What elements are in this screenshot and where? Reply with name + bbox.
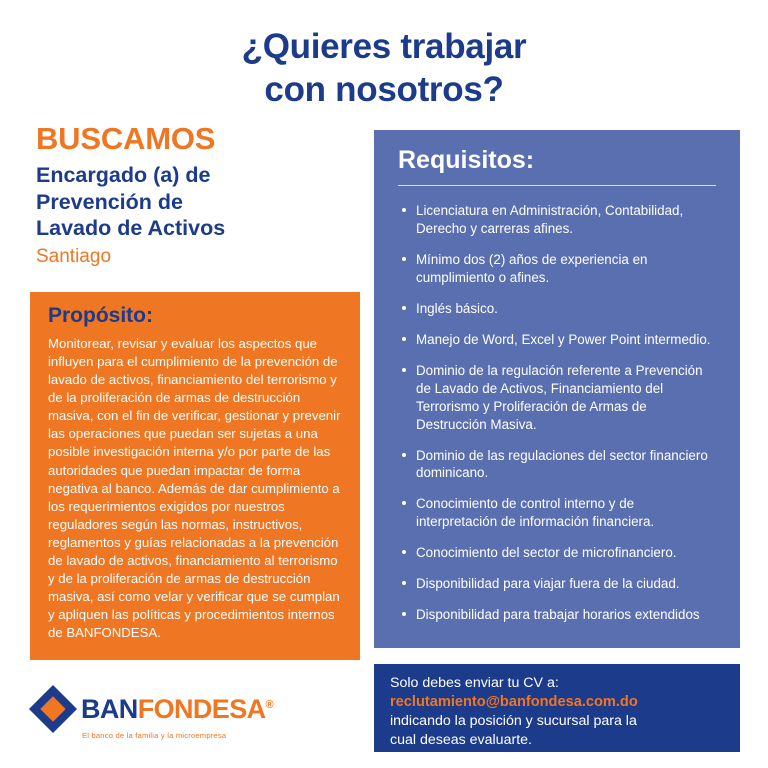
list-item: Inglés básico.: [398, 300, 718, 318]
contact-note-line-2: cual deseas evaluarte.: [390, 732, 532, 749]
list-item: Manejo de Word, Excel y Power Point intermedio.: [398, 331, 718, 349]
job-title-line-1: Encargado (a) de: [36, 163, 211, 188]
requirements-list: [392, 202, 722, 624]
logo-wordmark: [81, 693, 274, 724]
requirements-title: Requisitos:: [398, 146, 535, 174]
list-item: Dominio de la regulación referente a Prevención de Lavado de Activos, Financiamiento del Terrorismo y Proliferación de Armas de Destrucción Masiva.: [398, 362, 718, 434]
list-item: Licenciatura en Administración, Contabilidad, Derecho y carreras afines.: [398, 202, 718, 238]
list-item: Conocimiento del sector de microfinanciero.: [398, 544, 718, 562]
requirements-panel: [374, 130, 740, 648]
contact-instruction: Solo debes enviar tu CV a:: [390, 675, 559, 691]
vacancy-block: [36, 122, 358, 269]
job-title: [36, 162, 358, 242]
list-item: Conocimiento de control interno y de interpretación de información financiera.: [398, 495, 718, 531]
list-item: Mínimo dos (2) años de experiencia en cumplimiento o afines.: [398, 251, 718, 287]
headline-line-1: ¿Quieres trabajar: [241, 27, 527, 66]
list-item: Disponibilidad para trabajar horarios extendidos: [398, 606, 718, 624]
page-title: [0, 26, 768, 111]
registered-mark-icon: ®: [265, 698, 274, 711]
job-title-line-3: Lavado de Activos: [36, 216, 226, 241]
diamond-logo-icon: [29, 685, 77, 733]
looking-for-label: BUSCAMOS: [36, 121, 216, 156]
logo-tagline: El banco de la familia y la microempresa: [82, 731, 227, 740]
contact-panel: [374, 664, 740, 752]
logo-row: [36, 692, 273, 726]
job-location: Santiago: [36, 246, 112, 268]
purpose-title: Propósito:: [48, 304, 153, 327]
contact-email-link[interactable]: reclutamiento@banfondesa.com.do: [390, 693, 638, 710]
requirements-divider: [398, 185, 716, 186]
contact-note-line-1: indicando la posición y sucursal para la: [390, 713, 637, 730]
purpose-panel: [30, 292, 360, 660]
logo-word-second: FONDESA: [137, 693, 266, 724]
list-item: Disponibilidad para viajar fuera de la ciudad.: [398, 575, 718, 593]
headline-line-2: con nosotros?: [264, 69, 504, 109]
brand-logo: [36, 692, 316, 740]
logo-word-first: BAN: [81, 693, 138, 724]
job-title-line-2: Prevención de: [36, 189, 183, 214]
list-item: Dominio de las regulaciones del sector financiero dominicano.: [398, 447, 718, 483]
purpose-text: Monitorear, revisar y evaluar los aspectos que influyen para el cumplimiento de la prevención de lavado de activos, financiamiento del terrorismo y de la proliferación de armas de destrucción masiva, con el fin de verificar, gestionar y prevenir las operaciones que puedan ser sujetas a una posible investigación interna y/o por parte de las autoridades que puedan impactar de forma negativa al banco. Además de dar cumplimiento a los requerimientos exigidos por nuestros reguladores según las normas, instructivos, reglamentos y guías relacionadas a la prevención de lavado de activos, financiamiento al terrorismo y de la proliferación de armas de destrucción masiva, así como velar y verificar que se cumplan y apliquen las políticas y procedimientos internos de BANFONDESA.: [48, 336, 341, 641]
